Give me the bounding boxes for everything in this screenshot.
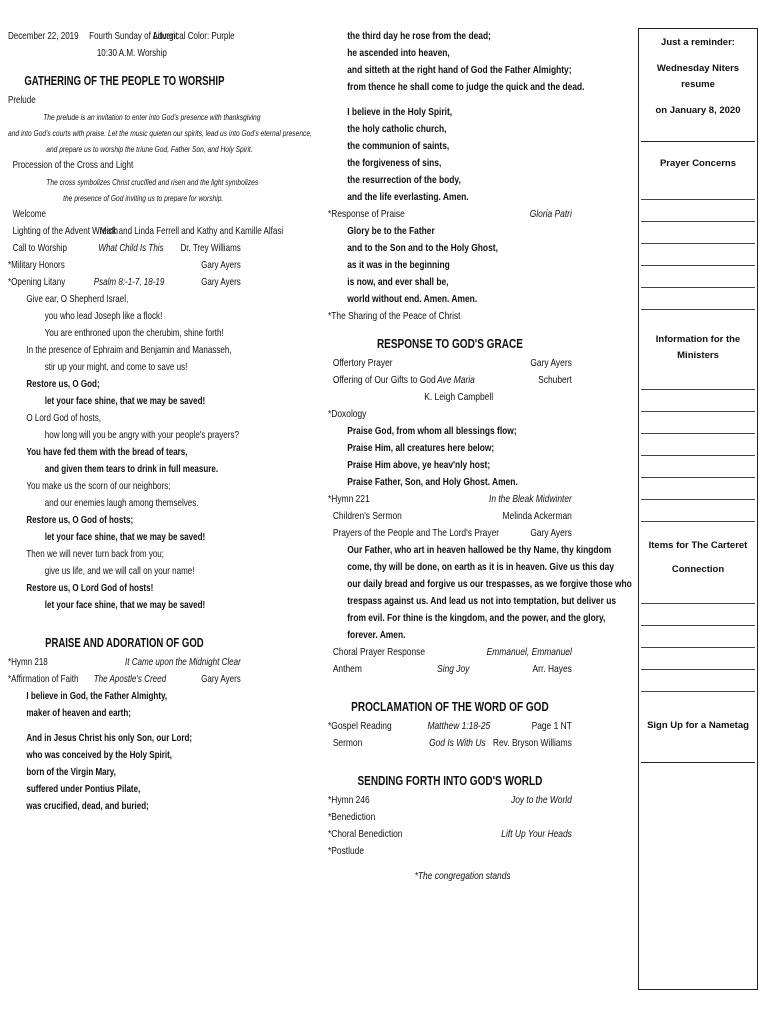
- prelude-note: and into God's courts with praise. Let the music quieten our spirits, lead us into God's eternal presence,: [8, 128, 312, 138]
- gospel-page: Page 1 NT: [531, 720, 572, 732]
- lords-prayer-line: from evil. For thine is the kingdom, and the power, and the glory,: [347, 612, 606, 624]
- left-column: [8, 28, 312, 815]
- nametag-signup: Sign Up for a Nametag: [647, 720, 749, 731]
- advent-wreath-people: Mick and Linda Ferrell and Kathy and Kamille Alfasi: [99, 225, 284, 237]
- creed-line: the resurrection of the body,: [347, 174, 461, 186]
- offering-composer: Schubert: [538, 374, 572, 386]
- anthem-row: [328, 661, 572, 678]
- offertory-row: [328, 355, 572, 372]
- write-in-line[interactable]: [641, 434, 755, 456]
- choral-response-row: [328, 644, 572, 661]
- procession-note: the presence of God inviting us to prepare for worship.: [63, 193, 224, 203]
- write-in-line[interactable]: [641, 368, 755, 390]
- creed-line: And in Jesus Christ his only Son, our Lord;: [26, 732, 193, 744]
- doxology-line: Praise Father, Son, and Holy Ghost. Amen.: [347, 476, 518, 488]
- postlude: *Postlude: [328, 845, 365, 857]
- write-in-line[interactable]: [641, 456, 755, 478]
- doxology-line: Praise God, from whom all blessings flow;: [347, 425, 517, 437]
- carteret-title: Connection: [671, 564, 725, 575]
- sermon-title: God Is With Us: [429, 737, 486, 749]
- litany-line: You are enthroned upon the cherubim, shine forth!: [44, 327, 224, 339]
- response-heading: RESPONSE TO GOD'S GRACE: [376, 337, 523, 351]
- doxology-line: Praise Him above, ye heav'nly host;: [347, 459, 491, 471]
- write-in-line[interactable]: [641, 670, 755, 692]
- military-honors-leader: Gary Ayers: [201, 259, 241, 271]
- litany-line: and our enemies laugh among themselves.: [44, 497, 199, 509]
- creed-line: he ascended into heaven,: [347, 47, 450, 59]
- hymn-246-label: *Hymn 246: [328, 794, 370, 806]
- prelude: Prelude: [8, 94, 36, 106]
- offering-row: [328, 372, 572, 389]
- liturgical-color: Liturgical Color: Purple: [153, 30, 235, 42]
- reminder-title: Just a reminder:: [661, 37, 735, 48]
- litany-response: You have fed them with the bread of tears,: [26, 446, 188, 458]
- choral-response-title: Emmanuel, Emmanuel: [486, 646, 572, 658]
- write-in-line[interactable]: [641, 288, 755, 310]
- creed-line: and sitteth at the right hand of God the Father Almighty;: [347, 64, 572, 76]
- hymn-246-title: Joy to the World: [510, 794, 572, 806]
- gospel-label: *Gospel Reading: [328, 720, 392, 732]
- welcome: Welcome: [12, 208, 46, 220]
- sermon-label: Sermon: [332, 737, 363, 749]
- gloria-line: world without end. Amen. Amen.: [347, 293, 478, 305]
- offering-label: Offering of Our Gifts to God: [332, 374, 436, 386]
- offering-title: Ave Maria: [437, 374, 475, 386]
- hymn-218-label: *Hymn 218: [8, 656, 48, 668]
- litany-response: let your face shine, that we may be saved!: [44, 395, 206, 407]
- prelude-note: and prepare us to worship the triune God, Father Son, and Holy Spirit.: [46, 144, 253, 154]
- affirmation-leader: Gary Ayers: [201, 673, 241, 685]
- litany-line: Then we will never turn back from you;: [26, 548, 165, 560]
- affirmation-row: [8, 671, 241, 688]
- sending-heading: SENDING FORTH INTO GOD'S WORLD: [357, 774, 543, 788]
- litany-line: stir up your might, and come to save us!: [44, 361, 188, 373]
- hymn-218-title: It Came upon the Midnight Clear: [125, 656, 241, 668]
- benediction: *Benediction: [328, 811, 376, 823]
- write-in-line[interactable]: [641, 648, 755, 670]
- opening-litany-reference: Psalm 8:-1-7, 18-19: [93, 276, 165, 288]
- litany-response: Restore us, O Lord God of hosts!: [26, 582, 154, 594]
- write-in-line[interactable]: [641, 266, 755, 288]
- procession: Procession of the Cross and Light: [12, 159, 134, 171]
- sunday-name: Fourth Sunday of Advent: [89, 30, 178, 42]
- service-date: December 22, 2019: [8, 30, 79, 42]
- military-honors-label: *Military Honors: [8, 259, 65, 271]
- hymn-221-label: *Hymn 221: [328, 493, 370, 505]
- litany-response: Restore us, O God of hosts;: [26, 514, 134, 526]
- affirmation-label: *Affirmation of Faith: [8, 673, 79, 685]
- procession-note: The cross symbolizes Christ crucified and risen and the light symbolizes: [46, 177, 259, 187]
- anthem-title: Sing Joy: [437, 663, 470, 675]
- gloria-line: as it was in the beginning: [347, 259, 450, 271]
- write-in-line[interactable]: [641, 412, 755, 434]
- childrens-sermon-label: Children's Sermon: [332, 510, 402, 522]
- litany-response: Restore us, O God;: [26, 378, 100, 390]
- choral-benediction-row: [328, 826, 572, 843]
- advent-wreath-label: Lighting of the Advent Wreath: [12, 225, 118, 237]
- lords-prayer-line: trespass against us. And lead us not into temptation, but deliver us: [347, 595, 617, 607]
- write-in-line[interactable]: [641, 244, 755, 266]
- sermon-row: [328, 735, 572, 752]
- hymn-221-row: [328, 491, 572, 508]
- litany-line: In the presence of Ephraim and Benjamin and Manasseh,: [26, 344, 232, 356]
- choral-response-label: Choral Prayer Response: [332, 646, 426, 658]
- call-to-worship-leader: Dr. Trey Williams: [180, 242, 241, 254]
- praise-heading: PRAISE AND ADORATION OF GOD: [45, 636, 204, 650]
- announcements-sidebar: [638, 28, 758, 990]
- creed-line: maker of heaven and earth;: [26, 707, 131, 719]
- doxology-line: Praise Him, all creatures here below;: [347, 442, 495, 454]
- prayers-row: [328, 525, 572, 542]
- prayers-label: Prayers of the People and The Lord's Prayer: [332, 527, 500, 539]
- opening-litany-row: [8, 274, 241, 291]
- gospel-reference: Matthew 1:18-25: [427, 720, 491, 732]
- litany-line: how long will you be angry with your people's prayers?: [44, 429, 239, 441]
- hymn-221-title: In the Bleak Midwinter: [488, 493, 572, 505]
- advent-wreath-row: [8, 223, 284, 240]
- gloria-line: Glory be to the Father: [347, 225, 435, 237]
- creed-line: the communion of saints,: [347, 140, 450, 152]
- write-in-line[interactable]: [641, 478, 755, 500]
- gospel-row: [328, 718, 572, 735]
- response-of-praise-row: [328, 206, 572, 223]
- creed-line: the third day he rose from the dead;: [347, 30, 491, 42]
- header-row-1: [8, 28, 241, 45]
- offering-performer: K. Leigh Campbell: [424, 391, 494, 403]
- creed-line: and the life everlasting. Amen.: [347, 191, 469, 203]
- doxology-label: *Doxology: [328, 408, 367, 420]
- creed-line: I believe in the Holy Spirit,: [347, 106, 453, 118]
- response-of-praise-label: *Response of Praise: [328, 208, 405, 220]
- choral-benediction-title: Lift Up Your Heads: [501, 828, 572, 840]
- litany-response: let your face shine, that we may be saved!: [44, 531, 206, 543]
- gloria-line: is now, and ever shall be,: [347, 276, 449, 288]
- write-in-line[interactable]: [641, 222, 755, 244]
- call-to-worship-row: [8, 240, 241, 257]
- affirmation-title: The Apostle's Creed: [93, 673, 167, 685]
- write-in-line[interactable]: [641, 626, 755, 648]
- niters-notice: Wednesday Niters resume: [656, 63, 740, 90]
- choral-benediction-label: *Choral Benediction: [328, 828, 403, 840]
- lords-prayer-line: our daily bread and forgive us our trespasses, as we forgive those who: [347, 578, 632, 590]
- lords-prayer-line: forever. Amen.: [347, 629, 406, 641]
- hymn-218-row: [8, 654, 241, 671]
- sharing-of-peace: *The Sharing of the Peace of Christ: [328, 310, 461, 322]
- creed-line: born of the Virgin Mary,: [26, 766, 116, 778]
- gloria-line: and to the Son and to the Holy Ghost,: [347, 242, 498, 254]
- creed-line: I believe in God, the Father Almighty,: [26, 690, 168, 702]
- write-in-line[interactable]: [641, 200, 755, 222]
- opening-litany-leader: Gary Ayers: [201, 276, 241, 288]
- anthem-composer: Arr. Hayes: [532, 663, 572, 675]
- response-of-praise-title: Gloria Patri: [529, 208, 572, 220]
- offering-performer-row: [328, 389, 572, 406]
- write-in-line[interactable]: [641, 178, 755, 200]
- offertory-label: Offertory Prayer: [332, 357, 393, 369]
- divider: [641, 762, 755, 763]
- creed-line: the forgiveness of sins,: [347, 157, 442, 169]
- header-row-2: [8, 45, 241, 62]
- litany-line: Give ear, O Shepherd Israel,: [26, 293, 129, 305]
- litany-line: You make us the scorn of our neighbors;: [26, 480, 171, 492]
- litany-response: let your face shine, that we may be saved!: [44, 599, 206, 611]
- call-to-worship-label: Call to Worship: [12, 242, 67, 254]
- congregation-note: *The congregation stands: [414, 870, 511, 882]
- service-time: 10:30 A.M. Worship: [96, 47, 167, 59]
- opening-litany-label: *Opening Litany: [8, 276, 66, 288]
- gathering-heading: GATHERING OF THE PEOPLE TO WORSHIP: [24, 74, 225, 88]
- litany-line: you who lead Joseph like a flock!: [44, 310, 163, 322]
- litany-response: and given them tears to drink in full measure.: [44, 463, 219, 475]
- lords-prayer-line: Our Father, who art in heaven hallowed be thy Name, thy kingdom: [347, 544, 612, 556]
- military-honors-row: [8, 257, 241, 274]
- creed-line: was crucified, dead, and buried;: [26, 800, 149, 812]
- anthem-label: Anthem: [332, 663, 362, 675]
- childrens-sermon-leader: Melinda Ackerman: [502, 510, 572, 522]
- write-in-line[interactable]: [641, 500, 755, 522]
- prayer-concerns-title: Prayer Concerns: [659, 158, 737, 169]
- creed-line: suffered under Pontius Pilate,: [26, 783, 141, 795]
- creed-line: who was conceived by the Holy Spirit,: [26, 749, 173, 761]
- hymn-246-row: [328, 792, 572, 809]
- call-to-worship-title: What Child Is This: [98, 242, 164, 254]
- litany-line: O Lord God of hosts,: [26, 412, 102, 424]
- prelude-note: The prelude is an invitation to enter into God's presence with thanksgiving: [43, 112, 261, 122]
- prayers-leader: Gary Ayers: [530, 527, 572, 539]
- niters-date: on January 8, 2020: [655, 105, 741, 116]
- creed-line: the holy catholic church,: [347, 123, 447, 135]
- sermon-preacher: Rev. Bryson Williams: [492, 737, 572, 749]
- proclamation-heading: PROCLAMATION OF THE WORD OF GOD: [351, 700, 549, 714]
- write-in-line[interactable]: [641, 604, 755, 626]
- write-in-line[interactable]: [641, 582, 755, 604]
- litany-line: give us life, and we will call on your name!: [44, 565, 195, 577]
- carteret-title: Items for The Carteret: [648, 540, 748, 551]
- lords-prayer-line: come, thy will be done, on earth as it is in heaven. Give us this day: [347, 561, 615, 573]
- ministers-info-title: Information for the Ministers: [655, 334, 741, 361]
- creed-line: from thence he shall come to judge the quick and the dead.: [347, 81, 585, 93]
- childrens-sermon-row: [328, 508, 572, 525]
- offertory-leader: Gary Ayers: [530, 357, 572, 369]
- write-in-line[interactable]: [641, 390, 755, 412]
- middle-column: [328, 28, 632, 885]
